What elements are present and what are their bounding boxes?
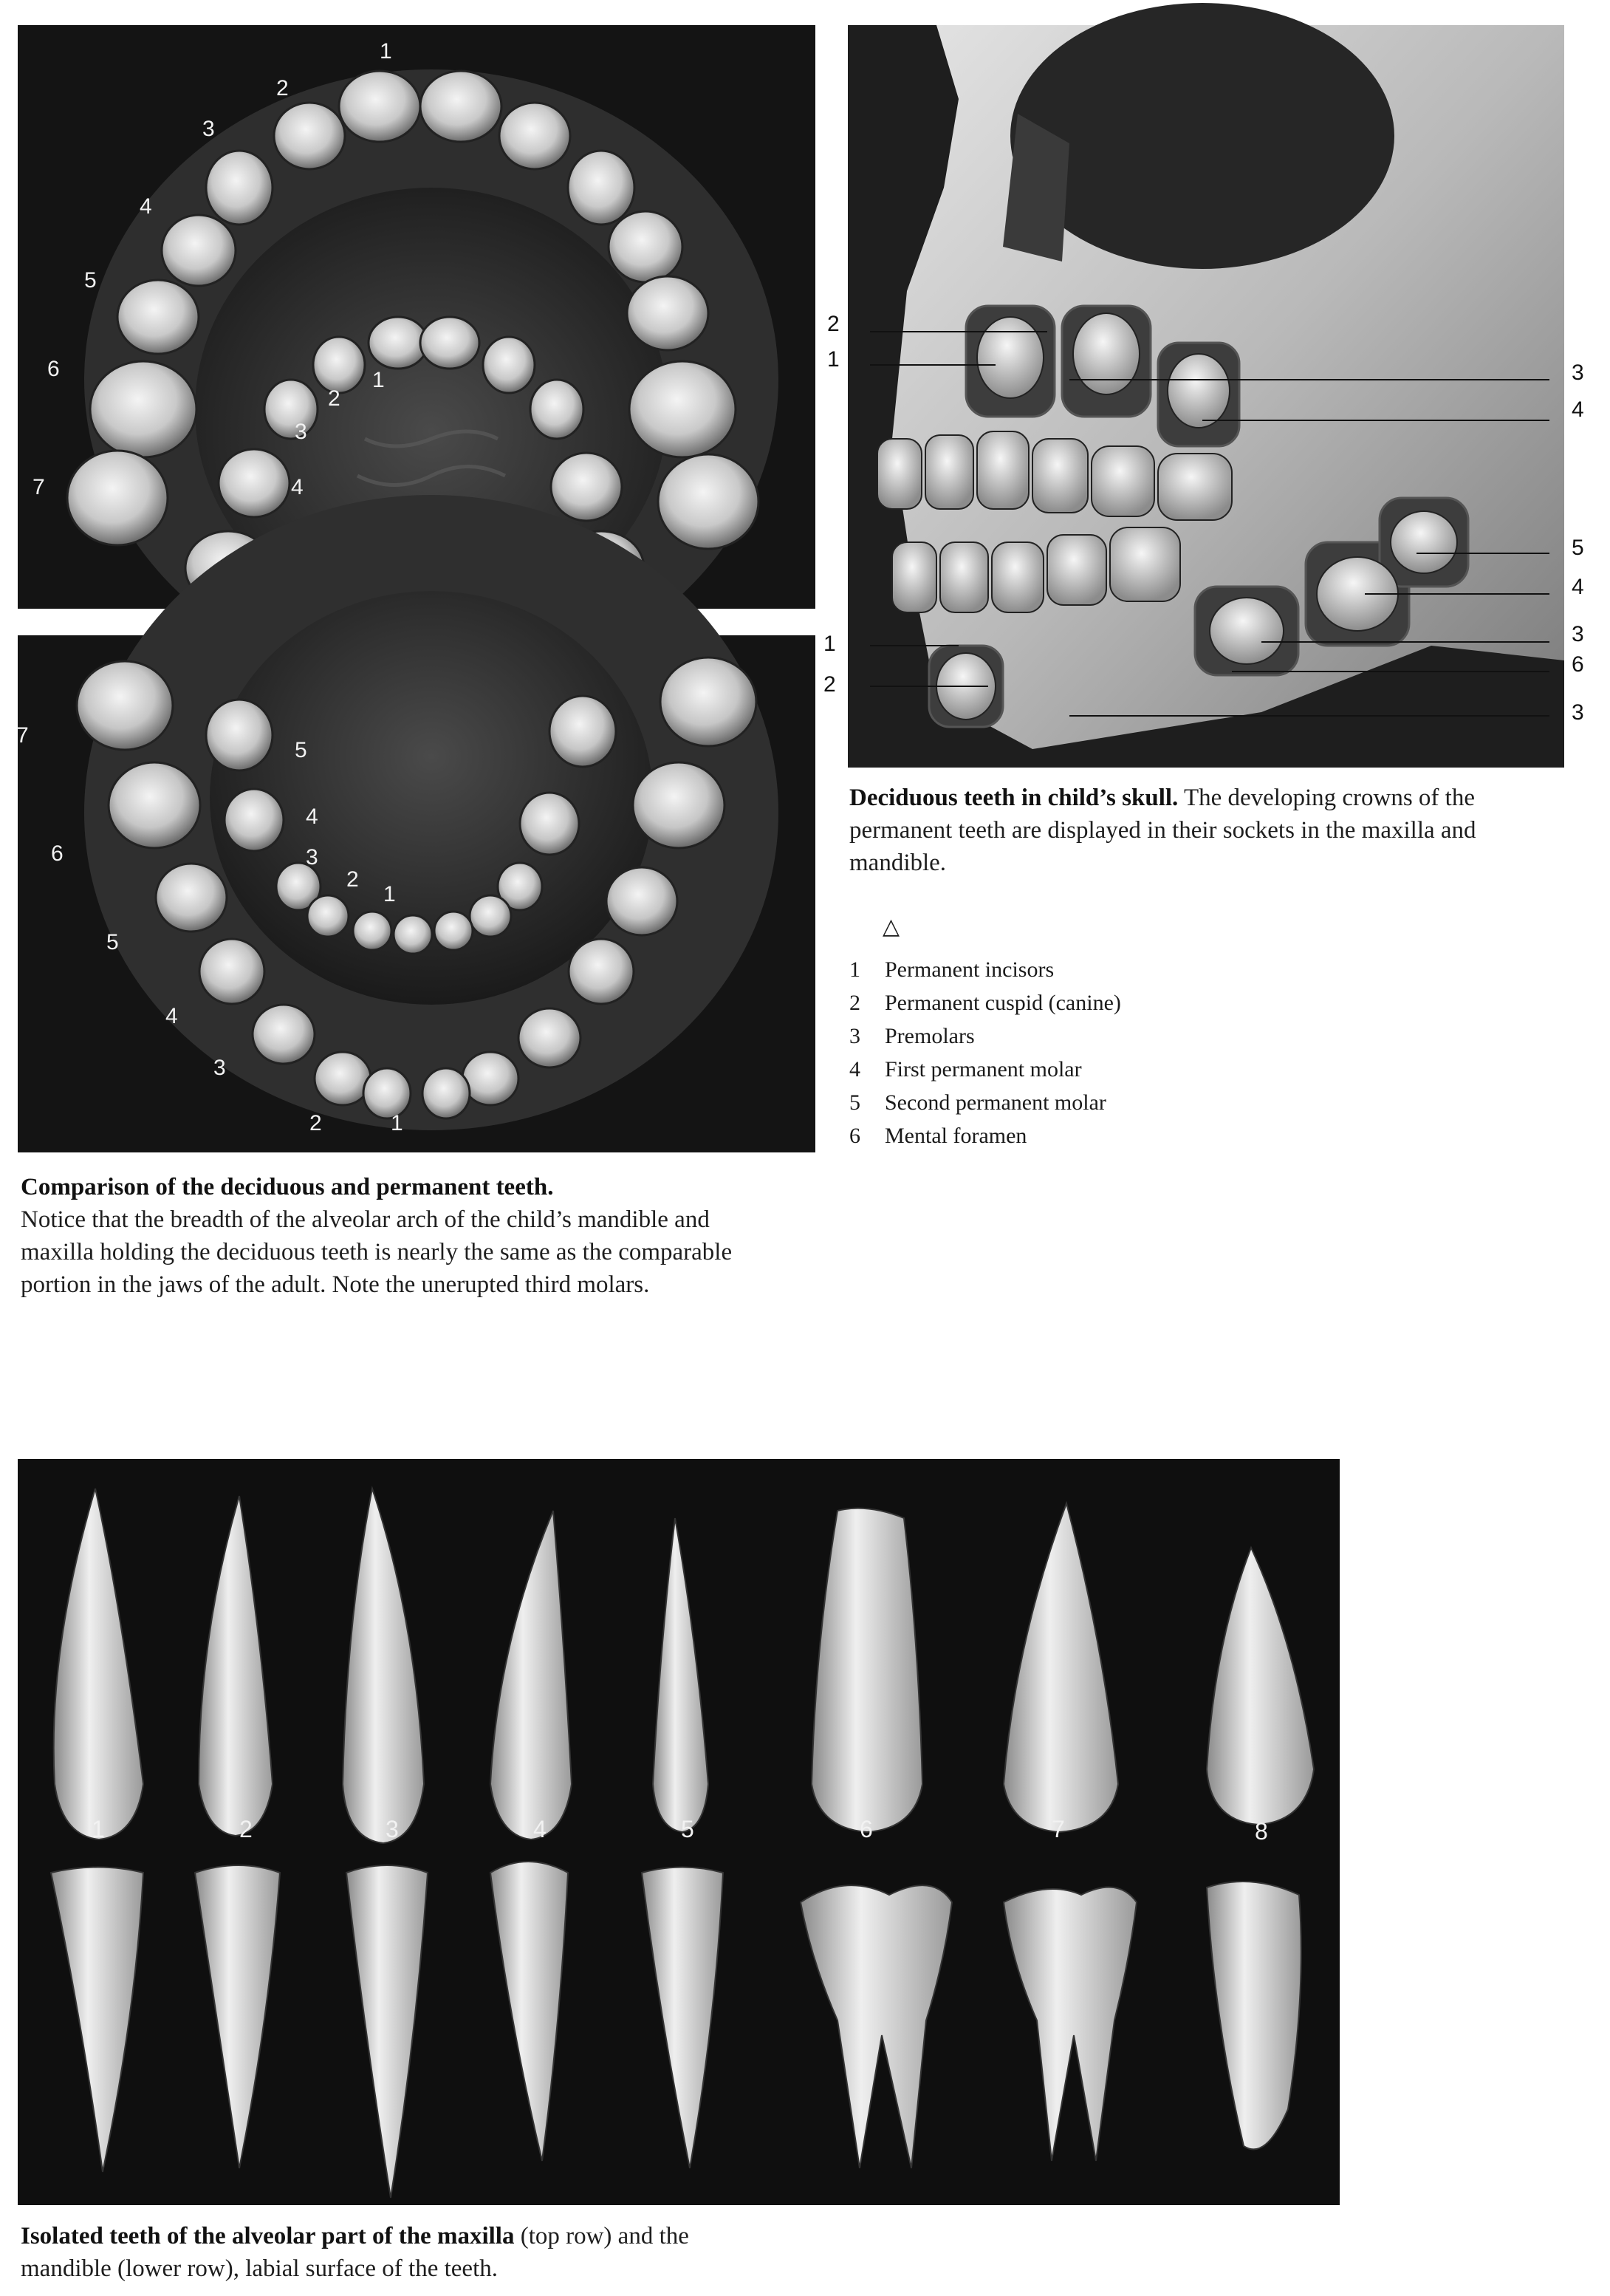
skull-caption <box>849 782 1558 879</box>
label-upper-inner-3: 3 <box>295 420 307 444</box>
teeth-legend <box>849 916 1121 1152</box>
legend-item: 2 Permanent cuspid (canine) <box>849 991 1121 1015</box>
skull-label-left-1: 1 <box>827 347 840 372</box>
label-upper-outer-4: 4 <box>140 194 152 219</box>
comparison-caption-text: Notice that the breadth of the alveolar arch of the child’s mandible and maxilla holding the deciduous teeth is nearly the same as the comparable portion in the jaws of the adult. Note the unerupted third molars. <box>21 1206 733 1298</box>
label-lower-outer-4: 4 <box>165 1004 178 1028</box>
skull-label-right-3c: 3 <box>1572 700 1584 725</box>
label-lower-inner-2: 2 <box>346 867 359 892</box>
label-lower-outer-3: 3 <box>213 1056 226 1080</box>
isolated-label-4: 4 <box>533 1816 547 1842</box>
label-lower-inner-5: 5 <box>295 738 307 762</box>
label-upper-outer-7: 7 <box>32 475 45 499</box>
label-lower-inner-4: 4 <box>306 804 318 829</box>
skull-label-right-6: 6 <box>1572 652 1584 677</box>
isolated-label-1: 1 <box>92 1816 105 1842</box>
label-upper-outer-3: 3 <box>202 117 215 141</box>
label-lower-outer-6: 6 <box>51 841 64 866</box>
skull-label-left-1b: 1 <box>823 632 836 656</box>
label-lower-inner-3: 3 <box>306 845 318 869</box>
skull-label-left-2b: 2 <box>823 672 836 697</box>
isolated-label-3: 3 <box>386 1816 399 1842</box>
legend-marker-icon: △ <box>883 915 900 939</box>
skull-label-right-4b: 4 <box>1572 575 1584 599</box>
skull-caption-text: The developing crowns of the permanent teeth are displayed in their sockets in the maxilla and mandible. <box>849 785 1476 876</box>
legend-item: 4 First permanent molar <box>849 1057 1082 1082</box>
label-lower-outer-7: 7 <box>16 723 29 748</box>
label-upper-outer-1: 1 <box>380 39 392 64</box>
skull-label-right-3a: 3 <box>1572 361 1584 385</box>
child-skull-photo <box>848 25 1564 768</box>
label-lower-inner-1: 1 <box>383 882 396 906</box>
legend-item: 3 Premolars <box>849 1024 975 1048</box>
legend-item: 6 Mental foramen <box>849 1124 1027 1148</box>
isolated-label-7: 7 <box>1052 1816 1065 1842</box>
isolated-caption <box>21 2220 759 2285</box>
label-upper-outer-6: 6 <box>47 357 60 381</box>
skull-label-right-4a: 4 <box>1572 397 1584 422</box>
legend-item: 5 Second permanent molar <box>849 1090 1106 1115</box>
label-lower-outer-5: 5 <box>106 930 119 954</box>
isolated-caption-text: (top row) and the mandible (lower row), labial surface of the teeth. <box>21 2223 689 2282</box>
skull-label-left-2: 2 <box>827 312 840 336</box>
label-upper-inner-4: 4 <box>291 475 304 499</box>
isolated-label-8: 8 <box>1255 1818 1268 1845</box>
comparison-caption <box>21 1171 789 1301</box>
label-upper-outer-5: 5 <box>84 268 97 293</box>
lower-arch-photo <box>18 635 815 1152</box>
isolated-label-2: 2 <box>239 1816 253 1842</box>
isolated-label-5: 5 <box>681 1816 694 1842</box>
label-lower-outer-1: 1 <box>391 1111 403 1135</box>
skull-label-right-5: 5 <box>1572 536 1584 560</box>
label-lower-outer-2: 2 <box>309 1111 322 1135</box>
isolated-caption-title: Isolated teeth of the alveolar part of the maxilla <box>21 2223 515 2249</box>
label-upper-inner-1: 1 <box>372 368 385 392</box>
legend-item: 1 Permanent incisors <box>849 957 1055 982</box>
isolated-label-6: 6 <box>860 1816 873 1842</box>
label-upper-inner-2: 2 <box>328 386 340 411</box>
skull-caption-title: Deciduous teeth in child’s skull. <box>849 785 1179 811</box>
label-upper-outer-2: 2 <box>276 76 289 100</box>
isolated-teeth-photo <box>18 1459 1340 2205</box>
skull-label-right-3b: 3 <box>1572 622 1584 646</box>
comparison-caption-title: Comparison of the deciduous and permanent teeth. <box>21 1174 554 1200</box>
